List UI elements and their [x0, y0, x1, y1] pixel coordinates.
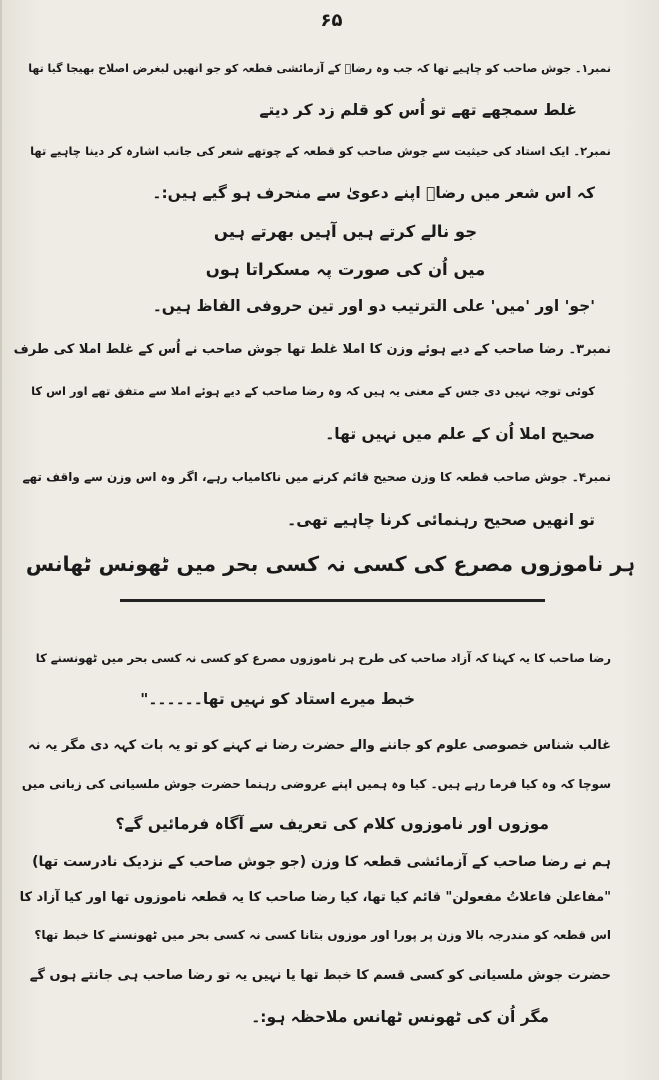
point-1-line-1: نمبر۱۔ جوش صاحب کو چاہیے تھا کہ جب وہ رضاؔ کے آزمائشی قطعہ کو جو انھیں لبغرض اصلاح بھیجا گیا تھا [28, 62, 611, 75]
para-3-line-3: اس قطعہ کو مندرجہ بالا وزن پر پورا اور موزوں بتانا کسی نہ کسی بحر میں ٹھونسنے کا خبط تھا؟ [34, 928, 611, 942]
point-3-line-3: صحیح املا اُن کے علم میں نہیں تھا۔ [325, 425, 595, 443]
para-1-line-2: خبط میرے استاد کو نہیں تھا۔۔۔۔۔۔" [140, 690, 415, 708]
para-3-line-2: "مفاعلن فاعلاتُ مفعولن" قائم کیا تھا، کیا رضا صاحب کا یہ قطعہ ناموزوں تھا اور کیا آزاد کا [19, 890, 611, 905]
page-number: ۶۵ [320, 10, 343, 31]
point-2-line-2: کہ اس شعر میں رضاؔ اپنے دعویٰ سے منحرف ہو گیے ہیں:۔ [152, 184, 595, 202]
point-4-line-2: تو انھیں صحیح رہنمائی کرنا چاہیے تھی۔ [287, 511, 595, 529]
point-4-line-1: نمبر۴۔ جوش صاحب قطعہ کا وزن صحیح قائم کرنے میں ناکامیاب رہے، اگر وہ اس وزن سے واقف تھے [22, 470, 611, 484]
para-2-line-2: سوچا کہ وہ کیا فرما رہے ہیں۔ کیا وہ ہمیں اپنے عروضی رہنما حضرت جوش ملسیانی کی زبانی میں [21, 777, 611, 791]
para-2-line-3: موزوں اور ناموزوں کلام کی تعریف سے آگاہ فرمائیں گے؟ [115, 815, 549, 833]
point-1-line-2: غلط سمجھے تھے تو اُس کو قلم زد کر دیتے [259, 101, 577, 119]
point-2-line-1: نمبر۲۔ ایک استاد کی حیثیت سے جوش صاحب کو قطعہ کے چوتھے شعر کی جانب اشارہ کر دینا چاہیے تھا [30, 144, 611, 158]
couplet-line-1: جو نالے کرتے ہیں آہیں بھرتے ہیں [213, 222, 478, 241]
couplet-line-2: میں اُن کی صورت پہ مسکراتا ہوں [205, 260, 486, 279]
heading-underline [120, 599, 545, 602]
letters-note: 'جو' اور 'میں' علی الترتیب دو اور تین حروفی الفاظ ہیں۔ [152, 297, 595, 315]
section-heading: ہر ناموزوں مصرع کی کسی نہ کسی بحر میں ٹھونس ٹھانس [25, 552, 636, 576]
para-2-line-1: غالب شناس خصوصی علوم کو جاننے والے حضرت رضا نے کہنے کو تو یہ بات کہہ دی مگر یہ نہ [27, 738, 611, 753]
point-3-line-1: نمبر۳۔ رضا صاحب کے دیے ہوئے وزن کا املا غلط تھا جوش صاحب نے اُس کے غلط املا کی طرف [13, 342, 611, 357]
para-4-line-1: حضرت جوش ملسیانی کو کسی قسم کا خبط تھا یا نہیں یہ تو رضا صاحب ہی جانتے ہوں گے [29, 968, 611, 983]
para-4-line-2: مگر اُن کی ٹھونس ٹھانس ملاحظہ ہو:۔ [251, 1008, 549, 1026]
para-1-line-1: رضا صاحب کا یہ کہنا کہ آزاد صاحب کی طرح ہر ناموزوں مصرع کو کسی نہ کسی بحر میں ٹھونسنے کا [35, 651, 611, 665]
para-3-line-1: ہم نے رضا صاحب کے آزمائشی قطعہ کا وزن (جو جوش صاحب کے نزدیک نادرست تھا) [32, 854, 611, 870]
point-3-line-2: کوئی توجہ نہیں دی جس کے معنی یہ ہیں کہ وہ رضا صاحب کے دیے ہوئے املا سے متفق تھے اور اس کا [31, 384, 595, 398]
